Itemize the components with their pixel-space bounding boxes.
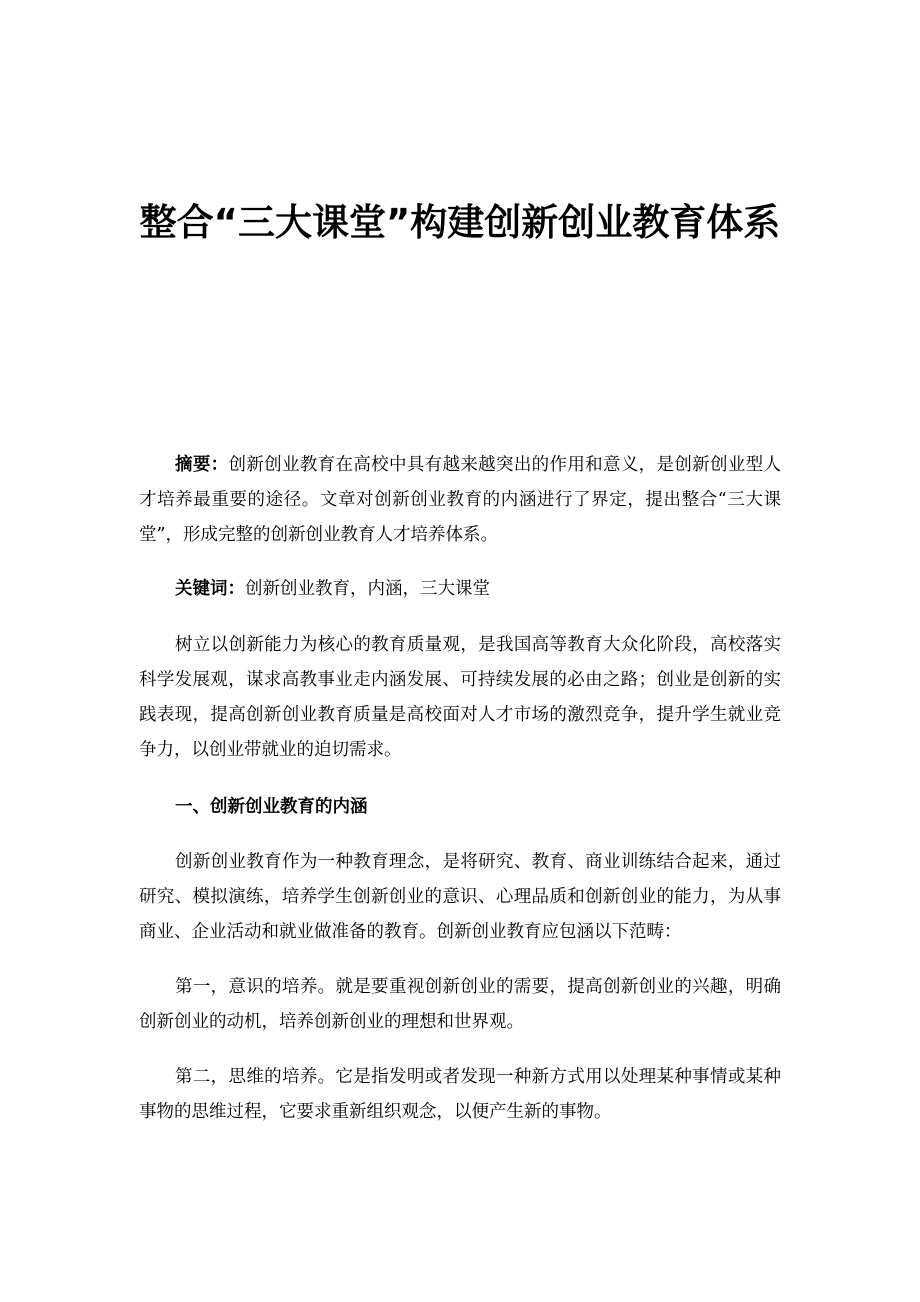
intro-paragraph: 树立以创新能力为核心的教育质量观，是我国高等教育大众化阶段，高校落实科学发展观，谋求高教事业走内涵发展、可持续发展的必由之路；创业是创新的实践表现，提高创新创业教育质量是高校面对人才市场的激烈竞争，提升学生就业竞争力，以创业带就业的迫切需求。 <box>139 635 781 760</box>
abstract-text: 创新创业教育在高校中具有越来越突出的作用和意义，是创新创业型人才培养最重要的途径。文章对创新创业教育的内涵进行了界定，提出整合“三大课堂”，形成完整的创新创业教育人才培养体系。 <box>139 455 781 545</box>
section-heading: 一、创新创业教育的内涵 <box>175 797 368 817</box>
section-paragraph-awareness: 第一，意识的培养。就是要重视创新创业的需要，提高创新创业的兴趣，明确创新创业的动机，培养创新创业的理想和世界观。 <box>139 977 781 1032</box>
section-paragraph-thinking: 第二，思维的培养。它是指发明或者发现一种新方式用以处理某种事情或某种事物的思维过程，它要求重新组织观念，以便产生新的事物。 <box>139 1067 781 1122</box>
keywords-paragraph <box>139 572 781 607</box>
document-title: 整合“三大课堂”构建创新创业教育体系 <box>139 201 781 244</box>
abstract-paragraph <box>139 448 781 553</box>
keywords-text: 创新创业教育，内涵，三大课堂 <box>245 579 490 599</box>
section-paragraph-definition: 创新创业教育作为一种教育理念，是将研究、教育、商业训练结合起来，通过研究、模拟演练，培养学生创新创业的意识、心理品质和创新创业的能力，为从事商业、企业活动和就业做准备的教育。创新创业教育应包涵以下范畴： <box>139 852 781 942</box>
abstract-label: 摘要： <box>175 455 229 475</box>
keywords-label: 关键词： <box>175 579 245 599</box>
